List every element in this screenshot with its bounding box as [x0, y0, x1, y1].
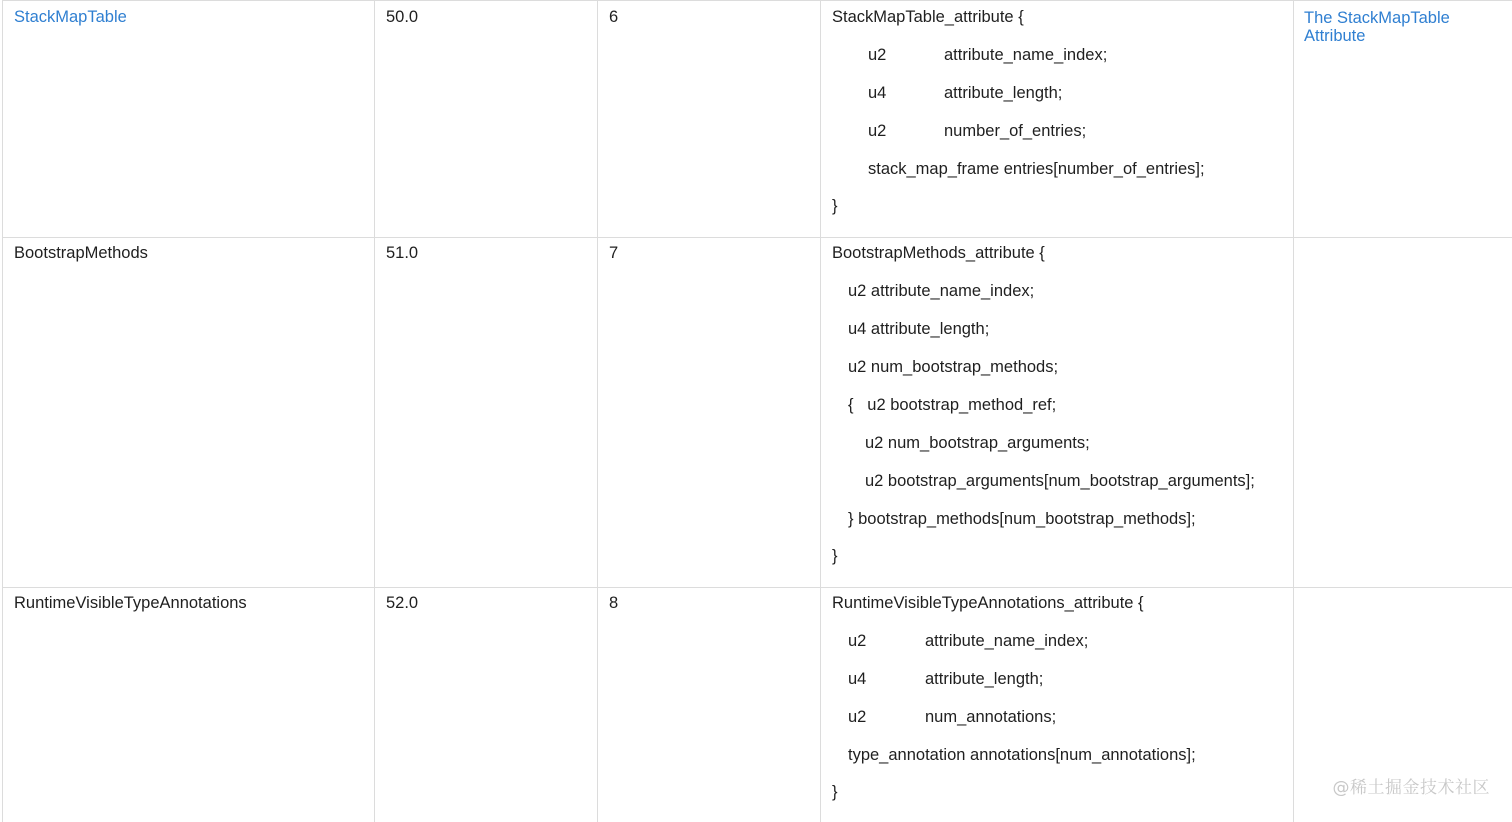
- code-line: RuntimeVisibleTypeAnnotations_attribute {: [832, 594, 1144, 612]
- code-line: BootstrapMethods_attribute {: [832, 244, 1045, 262]
- code-line: u4 attribute_length;: [848, 320, 990, 338]
- column-divider: [597, 1, 598, 822]
- code-line: { u2 bootstrap_method_ref;: [848, 396, 1057, 414]
- row-divider: [3, 237, 1512, 238]
- java-se-version: 50.0: [386, 8, 419, 26]
- section-link[interactable]: The StackMapTable Attribute: [1304, 9, 1450, 45]
- code-line: }: [832, 547, 838, 565]
- class-file-version: 6: [609, 8, 619, 26]
- code-type: u2: [848, 708, 867, 726]
- code-line: u2 attribute_name_index;: [848, 282, 1035, 300]
- code-type: u4: [848, 670, 867, 688]
- code-line: } bootstrap_methods[num_bootstrap_methods];: [848, 510, 1196, 528]
- class-file-version: 7: [609, 244, 619, 262]
- class-file-version: 8: [609, 594, 619, 612]
- java-se-version: 51.0: [386, 244, 419, 262]
- code-type: u2: [868, 46, 887, 64]
- column-divider: [1293, 1, 1294, 822]
- attributes-table: [2, 0, 1512, 822]
- code-line: u2 bootstrap_arguments[num_bootstrap_arguments];: [865, 472, 1255, 490]
- code-type: u2: [848, 632, 867, 650]
- code-type: u2: [868, 122, 887, 140]
- attribute-name: RuntimeVisibleTypeAnnotations: [14, 594, 247, 612]
- watermark: @稀土掘金技术社区: [1332, 778, 1490, 798]
- code-line: }: [832, 783, 838, 801]
- code-line: }: [832, 197, 838, 215]
- attribute-name: BootstrapMethods: [14, 244, 148, 262]
- code-field: attribute_length;: [944, 84, 1063, 102]
- code-type: u4: [868, 84, 887, 102]
- code-line: stack_map_frame entries[number_of_entries];: [868, 160, 1205, 178]
- code-line: u2 num_bootstrap_arguments;: [865, 434, 1090, 452]
- java-se-version: 52.0: [386, 594, 419, 612]
- code-field: attribute_name_index;: [944, 46, 1108, 64]
- code-field: num_annotations;: [925, 708, 1057, 726]
- code-field: number_of_entries;: [944, 122, 1087, 140]
- column-divider: [820, 1, 821, 822]
- column-divider: [374, 1, 375, 822]
- attribute-name-link[interactable]: StackMapTable: [14, 8, 127, 26]
- code-line: type_annotation annotations[num_annotations];: [848, 746, 1196, 764]
- code-field: attribute_length;: [925, 670, 1044, 688]
- row-divider: [3, 587, 1512, 588]
- code-line: StackMapTable_attribute {: [832, 8, 1024, 26]
- code-field: attribute_name_index;: [925, 632, 1089, 650]
- code-line: u2 num_bootstrap_methods;: [848, 358, 1059, 376]
